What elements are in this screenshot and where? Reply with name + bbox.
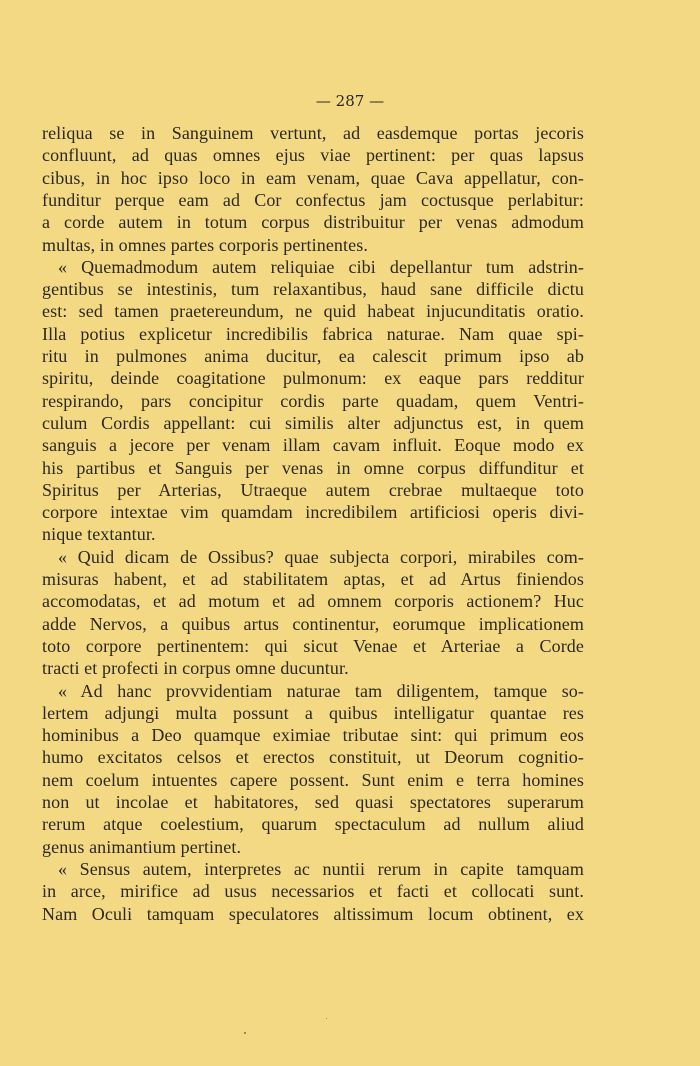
- text-line: ritu in pulmones anima ducitur, ea calescit primum ipso ab: [42, 346, 584, 366]
- text-line: accomodatas, et ad motum et ad omnem corporis actionem? Huc: [42, 591, 584, 612]
- text-line: confluunt, ad quas omnes ejus viae pertinent: per quas lapsus: [42, 145, 584, 166]
- paper-speck: [244, 1032, 246, 1034]
- text-line: gentibus se intestinis, tum relaxantibus, haud sane difficile dictu: [42, 279, 584, 300]
- text-line: corpore intextae vim quamdam incredibilem artificiosi operis divi-: [42, 502, 584, 523]
- paper-speck: [326, 1018, 327, 1019]
- text-line: a corde autem in totum corpus distribuitur per venas admodum: [42, 212, 584, 233]
- text-line: rerum atque coelestium, quarum spectaculum ad nullum aliud: [42, 814, 584, 835]
- text-line: Spiritus per Arterias, Utraeque autem crebrae multaeque toto: [42, 479, 584, 500]
- paragraph-start-line: « Sensus autem, interpretes ac nuntii rerum in capite tamquam: [58, 858, 584, 879]
- text-line: nique textantur.: [42, 524, 156, 545]
- text-line: reliqua se in Sanguinem vertunt, ad easdemque portas jecoris: [42, 123, 584, 143]
- text-line: cibus, in hoc ipso loco in eam venam, quae Cava appellatur, con-: [42, 167, 584, 188]
- text-line: humo excitatos celsos et erectos constituit, ut Deorum cognitio-: [42, 747, 584, 768]
- text-line: Illa potius explicetur incredibilis fabrica naturae. Nam quae spi-: [42, 323, 584, 344]
- page-number: — 287 —: [315, 92, 385, 110]
- text-line: Nam Oculi tamquam speculatores altissimum locum obtinent, ex: [42, 903, 584, 924]
- text-line: tracti et profecti in corpus omne ducuntur.: [42, 658, 349, 679]
- text-line: lertem adjungi multa possunt a quibus intelligatur quantae res: [42, 702, 584, 723]
- text-line: in arce, mirifice ad usus necessarios et facti et collocati sunt.: [42, 881, 584, 902]
- paragraph-start-line: « Quemadmodum autem reliquiae cibi depellantur tum adstrin-: [58, 256, 584, 277]
- text-line: non ut incolae et habitatores, sed quasi spectatores superarum: [42, 792, 584, 812]
- text-line: nem coelum intuentes capere possent. Sunt enim e terra homines: [42, 769, 584, 790]
- text-line: funditur perque eam ad Cor confectus jam coctusque perlabitur:: [42, 189, 584, 210]
- text-line: toto corpore pertinentem: qui sicut Venae et Arteriae a Corde: [42, 635, 584, 656]
- paragraph-start-line: « Ad hanc provvidentiam naturae tam diligentem, tamque so-: [58, 680, 584, 701]
- paragraph-start-line: « Quid dicam de Ossibus? quae subjecta corpori, mirabiles com-: [58, 546, 584, 567]
- text-line: misuras habent, et ad stabilitatem aptas, et ad Artus finiendos: [42, 569, 584, 589]
- text-line: his partibus et Sanguis per venas in omne corpus diffunditur et: [42, 457, 584, 478]
- text-line: hominibus a Deo quamque eximiae tributae sint: qui primum eos: [42, 725, 584, 746]
- text-line: spiritu, deinde coagitatione pulmonum: ex eaque pars redditur: [42, 368, 584, 389]
- text-line: respirando, pars concipitur cordis parte quadam, quem Ventri-: [42, 390, 584, 411]
- text-line: adde Nervos, a quibus artus continentur, eorumque implicationem: [42, 613, 584, 634]
- text-line: multas, in omnes partes corporis pertinentes.: [42, 234, 368, 255]
- text-line: est: sed tamen praetereundum, ne quid habeat injucunditatis oratio.: [42, 301, 584, 322]
- text-line: sanguis a jecore per venam illam cavam influit. Eoque modo ex: [42, 435, 584, 456]
- text-line: genus animantium pertinet.: [42, 836, 242, 857]
- text-line: culum Cordis appellant: cui similis alter adjunctus est, in quem: [42, 412, 584, 433]
